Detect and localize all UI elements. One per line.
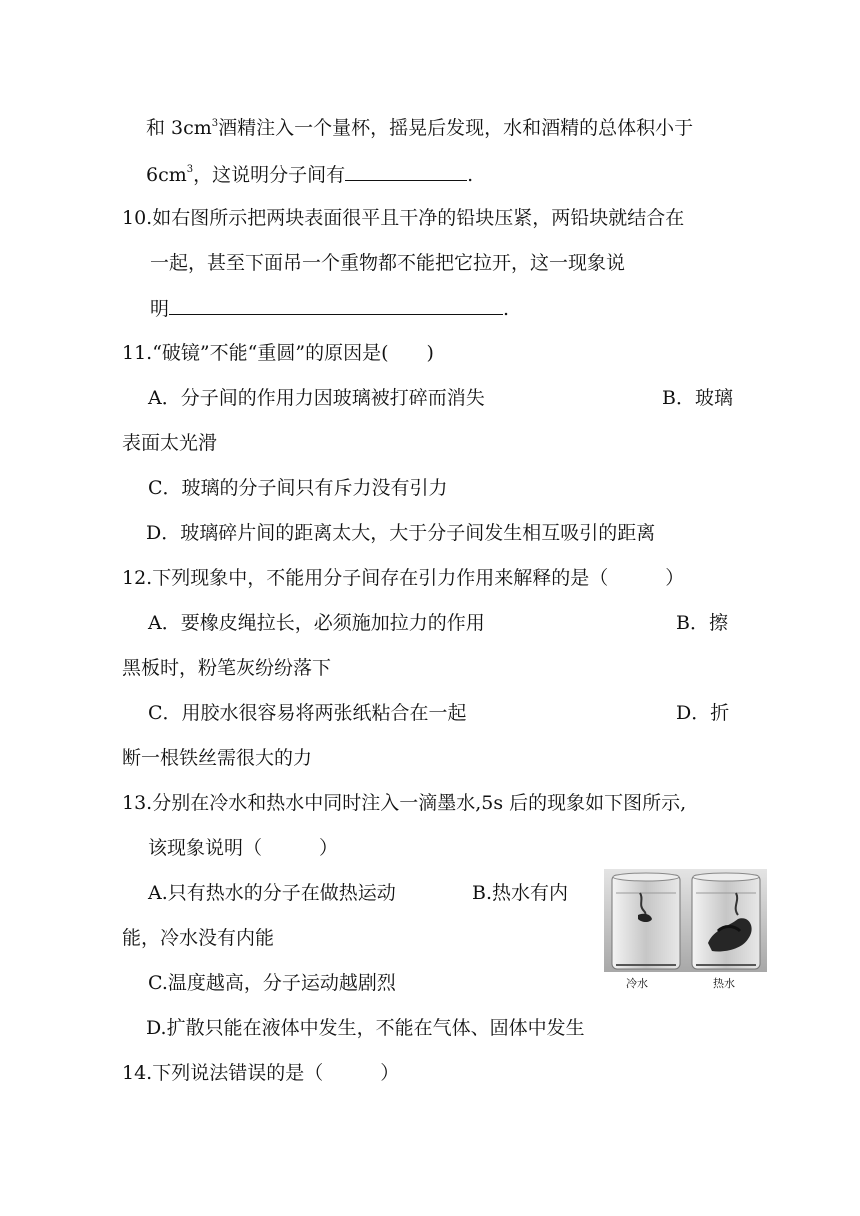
q9-answer-blank[interactable]	[345, 162, 467, 181]
q12-option-d: D．折	[676, 702, 730, 724]
q11-option-d: D．玻璃碎片间的距离太大，大于分子间发生相互吸引的距离	[146, 522, 656, 544]
q10-stem-line-1: 10.如右图所示把两块表面很平且干净的铅块压紧，两铅块就结合在	[122, 207, 685, 229]
hot-water-caption: 热水	[713, 977, 735, 990]
q9-line-1: 和 $3cm^3$酒精注入一个量杯，摇晃后发现，水和酒精的总体积小于	[146, 117, 694, 139]
q13-option-d: D.扩散只能在液体中发生，不能在气体、固体中发生	[146, 1017, 585, 1039]
q12-option-d-cont: 断一根铁丝需很大的力	[122, 747, 313, 769]
q13-option-b: B.热水有内	[472, 882, 569, 904]
q11-option-c: C．玻璃的分子间只有斥力没有引力	[148, 477, 448, 499]
q9-line-2: $6cm^3$，这说明分子间有 .	[146, 164, 474, 186]
q13-stem-line-1: 13.分别在冷水和热水中同时注入一滴墨水,5s 后的现象如下图所示,	[122, 792, 687, 814]
q11-option-b: B．玻璃	[662, 387, 733, 409]
q13-option-b-cont: 能，冷水没有内能	[122, 927, 275, 949]
q13-option-c: C.温度越高，分子运动越剧烈	[148, 972, 396, 994]
q11-option-b-cont: 表面太光滑	[122, 432, 218, 454]
hot-water-beaker	[692, 873, 760, 969]
q12-option-a: A．要橡皮绳拉长，必须施加拉力的作用	[148, 612, 485, 634]
q12-stem: 12.下列现象中，不能用分子间存在引力作用来解释的是（ ）	[122, 567, 685, 589]
cold-water-caption: 冷水	[626, 977, 648, 990]
cold-water-beaker	[612, 873, 680, 969]
q12-option-c: C．用胶水很容易将两张纸粘合在一起	[148, 702, 467, 724]
q10-answer-blank[interactable]	[169, 296, 503, 315]
beakers-illustration	[604, 869, 767, 972]
beakers-figure	[604, 869, 767, 972]
q12-option-b: B．擦	[676, 612, 728, 634]
q10-stem-line-2: 一起，甚至下面吊一个重物都不能把它拉开，这一现象说	[150, 252, 626, 274]
q12-option-b-cont: 黑板时，粉笔灰纷纷落下	[122, 657, 332, 679]
q14-stem: 14.下列说法错误的是（ ）	[122, 1062, 400, 1084]
q13-option-a: A.只有热水的分子在做热运动	[148, 882, 396, 904]
q10-stem-line-3: 明 .	[150, 298, 510, 320]
q13-stem-line-2: 该现象说明（ ）	[148, 837, 339, 859]
q11-stem: 11.“破镜”不能“重圆”的原因是( )	[122, 342, 434, 364]
q11-option-a: A．分子间的作用力因玻璃被打碎而消失	[148, 387, 485, 409]
